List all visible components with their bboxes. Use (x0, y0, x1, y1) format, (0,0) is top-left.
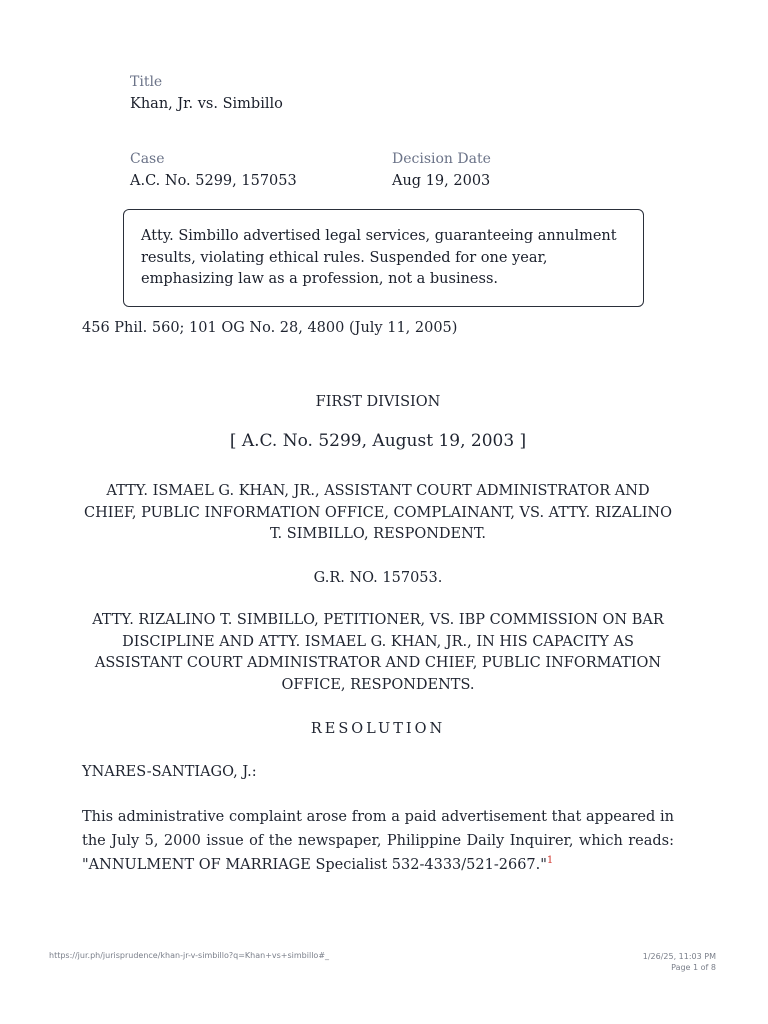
parties-second-case: ATTY. RIZALINO T. SIMBILLO, PETITIONER, VS. IBP COMMISSION ON BAR DISCIPLINE AND ATTY. ISMAEL G. KHAN, JR., IN HIS CAPACITY AS ASSISTANT COURT ADMINISTRATOR AND CHIEF, PUBLIC INFORMATION OFFICE, RESPONDENTS. (92, 612, 664, 693)
resolution-heading: RESOLUTION (310, 721, 446, 737)
footer-datetime: 1/26/25, 11:03 PM (642, 952, 716, 961)
summary-box (123, 209, 644, 307)
footnote-link[interactable]: 1 (546, 855, 554, 867)
gr-number: G.R. NO. 157053. (313, 570, 443, 586)
footer-info (643, 951, 716, 973)
case-value: A.C. No. 5299, 157053 (130, 173, 297, 189)
body-paragraph (82, 805, 674, 877)
division-heading: FIRST DIVISION (315, 394, 441, 410)
decision-date-label: Decision Date (392, 151, 491, 167)
footer-page-number: Page 1 of 8 (671, 963, 716, 972)
case-label: Case (130, 151, 165, 167)
decision-date-value: Aug 19, 2003 (392, 173, 491, 189)
ponente: YNARES-SANTIAGO, J.: (82, 764, 257, 780)
parties-first-case: ATTY. ISMAEL G. KHAN, JR., ASSISTANT COURT ADMINISTRATOR AND CHIEF, PUBLIC INFORMATION OFFICE, COMPLAINANT, VS. ATTY. RIZALINO T. SIMBILLO, RESPONDENT. (84, 483, 672, 542)
title-value: Khan, Jr. vs. Simbillo (130, 96, 283, 112)
summary-text: Atty. Simbillo advertised legal services, guaranteeing annulment results, violating ethical rules. Suspended for one year, emphasizing law as a profession, not a business. (141, 228, 617, 287)
citation: 456 Phil. 560; 101 OG No. 28, 4800 (July 11, 2005) (82, 320, 458, 336)
case-number-heading: [ A.C. No. 5299, August 19, 2003 ] (229, 431, 527, 451)
body-paragraph-text: This administrative complaint arose from a paid advertisement that appeared in the July 5, 2000 issue of the newspaper, Philippine Daily Inquirer, which reads: "ANNULMENT OF MARRIAGE Specialist 532-4333/521-2667." (82, 809, 674, 873)
title-label: Title (130, 74, 163, 90)
footer-url: https://jur.ph/jurisprudence/khan-jr-v-simbillo?q=Khan+vs+simbillo#_ (49, 951, 330, 960)
